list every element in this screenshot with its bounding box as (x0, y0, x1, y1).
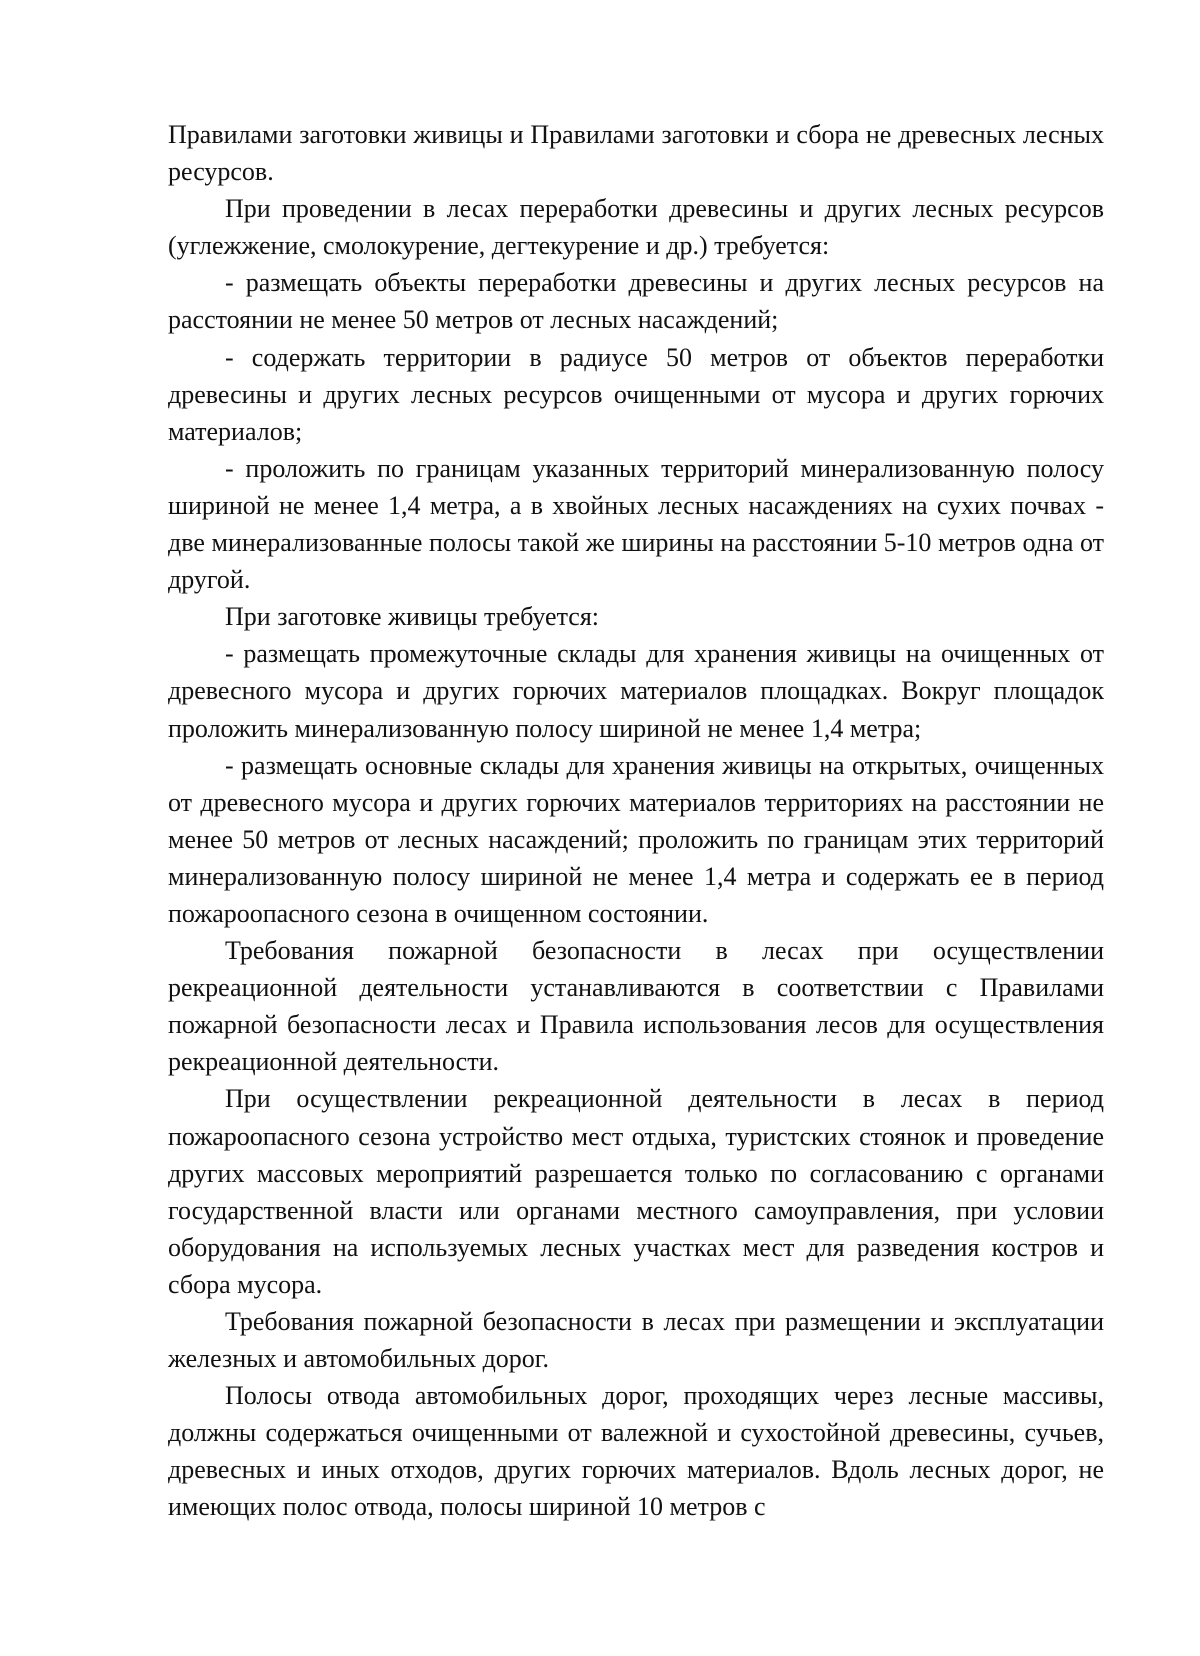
list-item-mineralized-strip: - проложить по границам указанных территорий минерализованную полосу шириной не менее 1,4 метра, а в хвойных лесных насаждениях на сухих почвах - две минерализованные полосы такой же ширины на расстоянии 5-10 метров одна от другой. (168, 453, 1104, 595)
paragraph-continuation: Правилами заготовки живицы и Правилами заготовки и сбора не древесных лесных ресурсов. (168, 120, 1104, 187)
list-item-intermediate-warehouses: - размещать промежуточные склады для хранения живицы на очищенных от древесного мусора и других горючих материалов площадках. Вокруг площадок проложить минерализованную полосу шириной не менее 1,4 метра; (168, 639, 1104, 743)
list-item-processing-clearing: - содержать территории в радиусе 50 метров от объектов переработки древесины и других лесных ресурсов очищенными от мусора и других горючих материалов; (168, 342, 1104, 446)
paragraph-resin-requirements: При заготовке живицы требуется: (225, 602, 600, 632)
list-item-main-warehouses: - размещать основные склады для хранения живицы на открытых, очищенных от древесного мусора и других горючих материалов территориях на расстоянии не менее 50 метров от лесных насаждений; проложить по границам этих территорий минерализованную полосу шириной не менее 1,4 метра и содержать ее в период пожароопасного сезона в очищенном состоянии. (168, 750, 1104, 928)
list-item-processing-placement: - размещать объекты переработки древесины и других лесных ресурсов на расстоянии не менее 50 метров от лесных насаждений; (168, 268, 1104, 335)
paragraph-recreation-fire-season: При осуществлении рекреационной деятельности в лесах в период пожароопасного сезона устройство мест отдыха, туристских стоянок и проведение других массовых мероприятий разрешается только по согласованию с органами государственной власти или органами местного самоуправления, при условии оборудования на используемых лесных участках мест для разведения костров и сбора мусора. (168, 1084, 1104, 1299)
paragraph-processing-requirements: При проведении в лесах переработки древесины и других лесных ресурсов (углежжение, смолокурение, дегтекурение и др.) требуется: (168, 194, 1104, 261)
document-body (168, 116, 1104, 1526)
paragraph-roads-requirements: Требования пожарной безопасности в лесах при размещении и эксплуатации железных и автомобильных дорог. (168, 1307, 1104, 1374)
paragraph-road-strips: Полосы отвода автомобильных дорог, проходящих через лесные массивы, должны содержаться очищенными от валежной и сухостойной древесины, сучьев, древесных и иных отходов, других горючих материалов. Вдоль лесных дорог, не имеющих полос отвода, полосы шириной 10 метров с (168, 1381, 1104, 1522)
paragraph-recreation-requirements: Требования пожарной безопасности в лесах при осуществлении рекреационной деятельности устанавливаются в соответствии с Правилами пожарной безопасности лесах и Правила использования лесов для осуществления рекреационной деятельности. (168, 936, 1104, 1077)
